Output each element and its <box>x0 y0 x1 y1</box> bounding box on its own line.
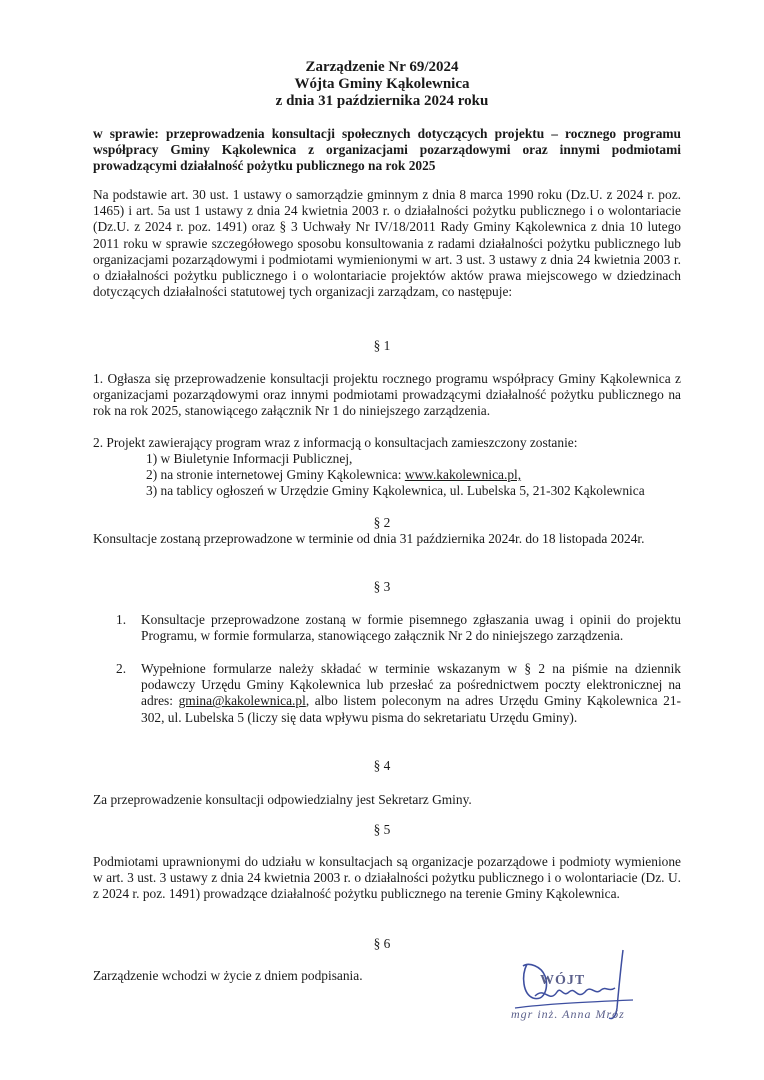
publication-item-website <box>146 467 521 483</box>
section-3-number-1: 1. <box>116 612 127 627</box>
section-2-text: Konsultacje zostaną przeprowadzone w terminie od dnia 31 października 2024r. do 18 listopada 2024r. <box>93 531 645 546</box>
section-3-item-2-text-a: Wypełnione formularze należy składać w terminie wskazanym w § 2 na piśmie na dziennik podawczy Urzędu Gminy Kąkolewnica lub przesłać za pośrednictwem poczty elektronicznej na adres: <box>141 661 681 709</box>
section-3-number-2: 2. <box>116 661 127 676</box>
publication-item-noticeboard: 3) na tablicy ogłoszeń w Urzędzie Gminy Kąkolewnica, ul. Lubelska 5, 21-302 Kąkolewnica <box>146 483 645 498</box>
section-4-heading: § 4 <box>373 758 391 773</box>
website-link[interactable]: www.kakolewnica.pl, <box>404 467 522 482</box>
issuer-heading: Wójta Gminy Kąkolewnica <box>294 76 470 92</box>
mayor-stamp-title: WÓJT <box>540 973 586 988</box>
section-1-point-2: 2. Projekt zawierający program wraz z informacją o konsultacjach zamieszczony zostanie: <box>93 435 578 450</box>
section-1-point-1: 1. Ogłasza się przeprowadzenie konsultacji projektu rocznego programu współpracy Gminy Kąkolewnica z organizacjami pozarządowymi oraz innymi podmiotami prowadzącymi działalność pożytku publicznego na rok na rok 2025, stanowiącego załącznik Nr 1 do niniejszego zarządzenia. <box>93 371 681 419</box>
email-link[interactable]: gmina@kakolewnica.pl <box>178 693 306 709</box>
section-2-heading: § 2 <box>373 515 391 530</box>
mayor-stamp-name: mgr inż. Anna Mróz <box>511 1007 625 1021</box>
publication-item-website-text: 2) na stronie internetowej Gminy Kąkolewnica: <box>146 467 405 482</box>
section-6-text: Zarządzenie wchodzi w życie z dniem podpisania. <box>93 968 363 983</box>
section-5-text: Podmiotami uprawnionymi do udziału w konsultacjach są organizacje pozarządowe i podmioty wymienione w art. 3 ust. 3 ustawy z dnia 24 kwietnia 2003 r. o działalności pożytku publicznego i o wolontariacie (Dz. U. z 2024 r. poz. 1491) prowadzące działalność pożytku publicznego na terenie Gminy Kąkolewnica. <box>93 854 681 902</box>
section-4-text: Za przeprowadzenie konsultacji odpowiedzialny jest Sekretarz Gminy. <box>93 792 472 807</box>
section-3-item-2 <box>141 661 681 726</box>
section-6-heading: § 6 <box>373 936 391 951</box>
order-number-heading: Zarządzenie Nr 69/2024 <box>305 59 459 75</box>
subject-paragraph: w sprawie: przeprowadzenia konsultacji społecznych dotyczących projektu – rocznego programu współpracy Gminy Kąkolewnica z organizacjami pozarządowymi oraz innymi podmiotami prowadzącymi działalność pożytku publicznego na rok 2025 <box>93 126 681 174</box>
section-5-heading: § 5 <box>373 822 391 837</box>
section-1-heading: § 1 <box>373 338 391 353</box>
publication-item-bip: 1) w Biuletynie Informacji Publicznej, <box>146 451 353 466</box>
preamble-paragraph: Na podstawie art. 30 ust. 1 ustawy o samorządzie gminnym z dnia 8 marca 1990 roku (Dz.U. z 2024 r. poz. 1465) i art. 5a ust 1 ustawy z dnia 24 kwietnia 2003 r. o działalności pożytku publicznego i o wolontariacie (Dz.U. z 2024 r. poz. 1491) oraz § 3 Uchwały Nr IV/18/2011 Rady Gminy Kąkolewnica z dnia 10 lutego 2011 roku w sprawie szczegółowego sposobu konsultowania z radami działalności pożytku publicznego lub organizacjami pozarządowymi i podmiotami wymienionymi w art. 3 ust. 3 ustawy z dnia 24 kwietnia 2003 r. o działalności pożytku publicznego i o wolontariacie projektów aktów prawa miejscowego w dziedzinach dotyczących działalności statutowej tych organizacji zarządzam, co następuje: <box>93 187 681 300</box>
section-3-heading: § 3 <box>373 579 391 594</box>
section-3-item-2-text-b: , albo listem poleconym na adres Urzędu Gminy Kąkolewnica 21-302, ul. Lubelska 5 (liczy się data wpływu pisma do sekretariatu Urzędu Gminy). <box>141 693 681 725</box>
date-heading: z dnia 31 października 2024 roku <box>275 93 489 109</box>
section-3-item-1: Konsultacje przeprowadzone zostaną w formie pisemnego zgłaszania uwag i opinii do projektu Programu, w formie formularza, stanowiącego załącznik Nr 2 do niniejszego zarządzenia. <box>141 612 681 644</box>
